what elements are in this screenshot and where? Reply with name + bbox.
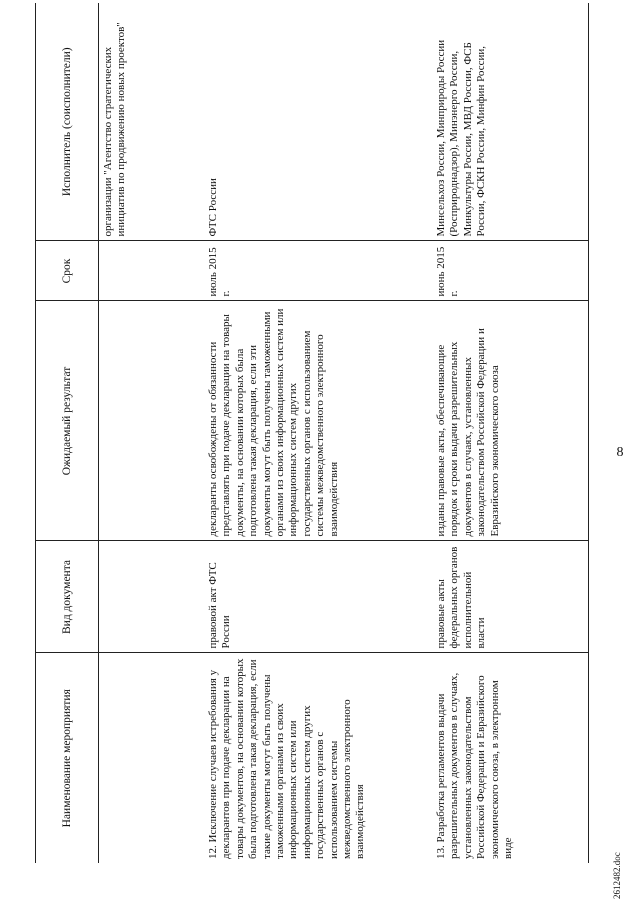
header-doc-type: Вид документа: [36, 541, 99, 653]
cell-result: изданы правовые акты, обеспечивающие порядок и сроки выдачи разрешительных документов в случаях, установленных законодательством Российской Федерации и Евразийского экономического союза: [425, 301, 589, 541]
header-name: Наименование мероприятия: [36, 653, 99, 863]
cell-executor: ФТС России: [195, 3, 425, 241]
cell-deadline: июнь 2015 г.: [425, 241, 589, 301]
header-executor: Исполнитель (соисполнители): [36, 3, 99, 241]
table-row: [195, 3, 425, 863]
cell-executor: Минсельхоз России, Минприроды России (Росприроднадзор), Минэнерго России, Минкультуры России, МВД России, ФСБ России, ФСКН России, Минфин России,: [425, 3, 589, 241]
cell-deadline: июль 2015 г.: [195, 241, 425, 301]
measures-table: [35, 3, 589, 863]
cell-doc-type: правовой акт ФТС России: [195, 541, 425, 653]
table-row: [425, 3, 589, 863]
cell-executor: организации "Агентство стратегических инициатив по продвижению новых проектов": [99, 3, 196, 241]
cell-name: 13. Разработка регламентов выдачи разрешительных документов в случаях, установленных законодательством Российской Федерации и Евразийского экономического союза, в электронном виде: [425, 653, 589, 863]
cell-doc-type: правовые акты федеральных органов исполнительной власти: [425, 541, 589, 653]
page-number: 8: [616, 445, 624, 460]
table-row-continuation: [99, 3, 196, 863]
header-deadline: Срок: [36, 241, 99, 301]
file-footer: 2612482.doc: [612, 852, 622, 899]
cell-name: 12. Исключение случаев истребования у декларантов при подаче декларации на товары документов, на основании которых была подготовлена такая декларация, если такие документы могут быть получены таможенными органами из своих информационных систем или информационных систем других государственных органов с использованием системы межведомственного электронного взаимодействия: [207, 658, 367, 859]
cell-result: декларанты освобождены от обязанности представлять при подаче декларации на товары документы, на основании которых была подготовлена такая декларация, если эти документы могут быть получены таможенными органами из своих информационных систем или информационных систем других государственных органов с использованием системы межведомственного электронного взаимодействия: [195, 301, 425, 541]
header-result: Ожидаемый результат: [36, 301, 99, 541]
table-header-row: [36, 3, 99, 863]
